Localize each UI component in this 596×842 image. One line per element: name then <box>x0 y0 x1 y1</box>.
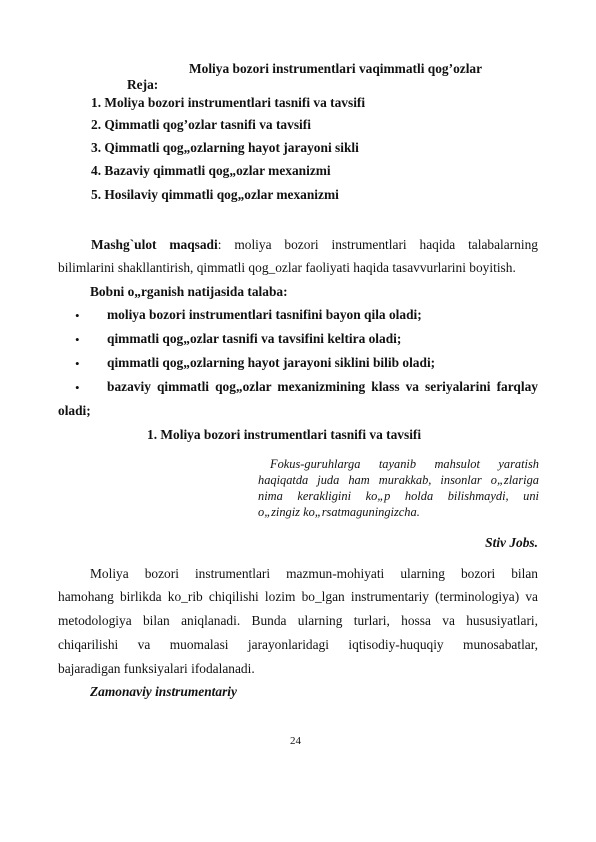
goal-label: Mashg`ulot maqsadi <box>91 237 218 252</box>
bullet-icon: • <box>75 308 80 323</box>
outcome-item: qimmatli qog„ozlarning hayot jarayoni siklini bilib oladi; <box>107 355 436 370</box>
plan-item: 5. Hosilaviy qimmatli qog„ozlar mexanizmi <box>91 187 339 202</box>
body-line: Moliya bozori instrumentlari mazmun-mohiyati ularning bozori bilan <box>90 566 538 581</box>
subheading: Zamonaviy instrumentariy <box>90 684 237 699</box>
goal-line <box>91 237 538 253</box>
document-title: Moliya bozori instrumentlari vaqimmatli qog’ozlar <box>189 61 483 76</box>
outcome-item: bazaviy qimmatli qog„ozlar mexanizmining klass va seriyalarini farqlay <box>107 379 538 394</box>
body-line: chiqarilishi va muomalasi jarayonlaridagi iqtisodiy-huquqiy munosabatlar, <box>58 637 538 652</box>
goal-text: : moliya bozori instrumentlari haqida talabalarning <box>217 237 538 252</box>
bullet-icon: • <box>75 356 80 371</box>
body-line: metodologiya bilan aniqlanadi. Bunda ularning turlari, hossa va hususiyatlari, <box>58 613 538 628</box>
plan-label: Reja: <box>127 77 159 92</box>
epigraph-line: o„zingiz ko„rsatmaguningizcha. <box>258 505 420 519</box>
body-line: hamohang birlikda ko_rib chiqilishi lozim bo_lgan instrumentariy (terminologiya) va <box>58 589 538 604</box>
body-line: bajaradigan funksiyalari ifodalanadi. <box>58 661 255 676</box>
bullet-icon: • <box>75 332 80 347</box>
epigraph-line: haqiqatda juda ham murakkab, insonlar o„zlariga <box>258 473 539 487</box>
section-heading: 1. Moliya bozori instrumentlari tasnifi va tavsifi <box>147 427 422 442</box>
goal-line-2: bilimlarini shakllantirish, qimmatli qog_ozlar faoliyati haqida tasavvurlarini boyitish. <box>58 260 516 275</box>
plan-item: 2. Qimmatli qog’ozlar tasnifi va tavsifi <box>91 117 311 132</box>
epigraph-line: nima kerakligini ko„p holda bilishmaydi, uni <box>258 489 539 503</box>
plan-item: 1. Moliya bozori instrumentlari tasnifi va tavsifi <box>91 95 366 110</box>
outcome-item: moliya bozori instrumentlari tasnifini bayon qila oladi; <box>107 307 422 322</box>
epigraph-line: Fokus-guruhlarga tayanib mahsulot yaratish <box>270 457 539 471</box>
epigraph-author: Stiv Jobs. <box>485 535 538 550</box>
outcome-item: qimmatli qog„ozlar tasnifi va tavsifini keltira oladi; <box>107 331 402 346</box>
plan-item: 3. Qimmatli qog„ozlarning hayot jarayoni sikli <box>91 140 359 155</box>
outcome-continuation: oladi; <box>58 403 91 418</box>
page-number: 24 <box>290 735 301 747</box>
outcome-heading: Bobni o„rganish natijasida talaba: <box>90 284 288 299</box>
plan-item: 4. Bazaviy qimmatli qog„ozlar mexanizmi <box>91 163 331 178</box>
bullet-icon: • <box>75 380 80 395</box>
